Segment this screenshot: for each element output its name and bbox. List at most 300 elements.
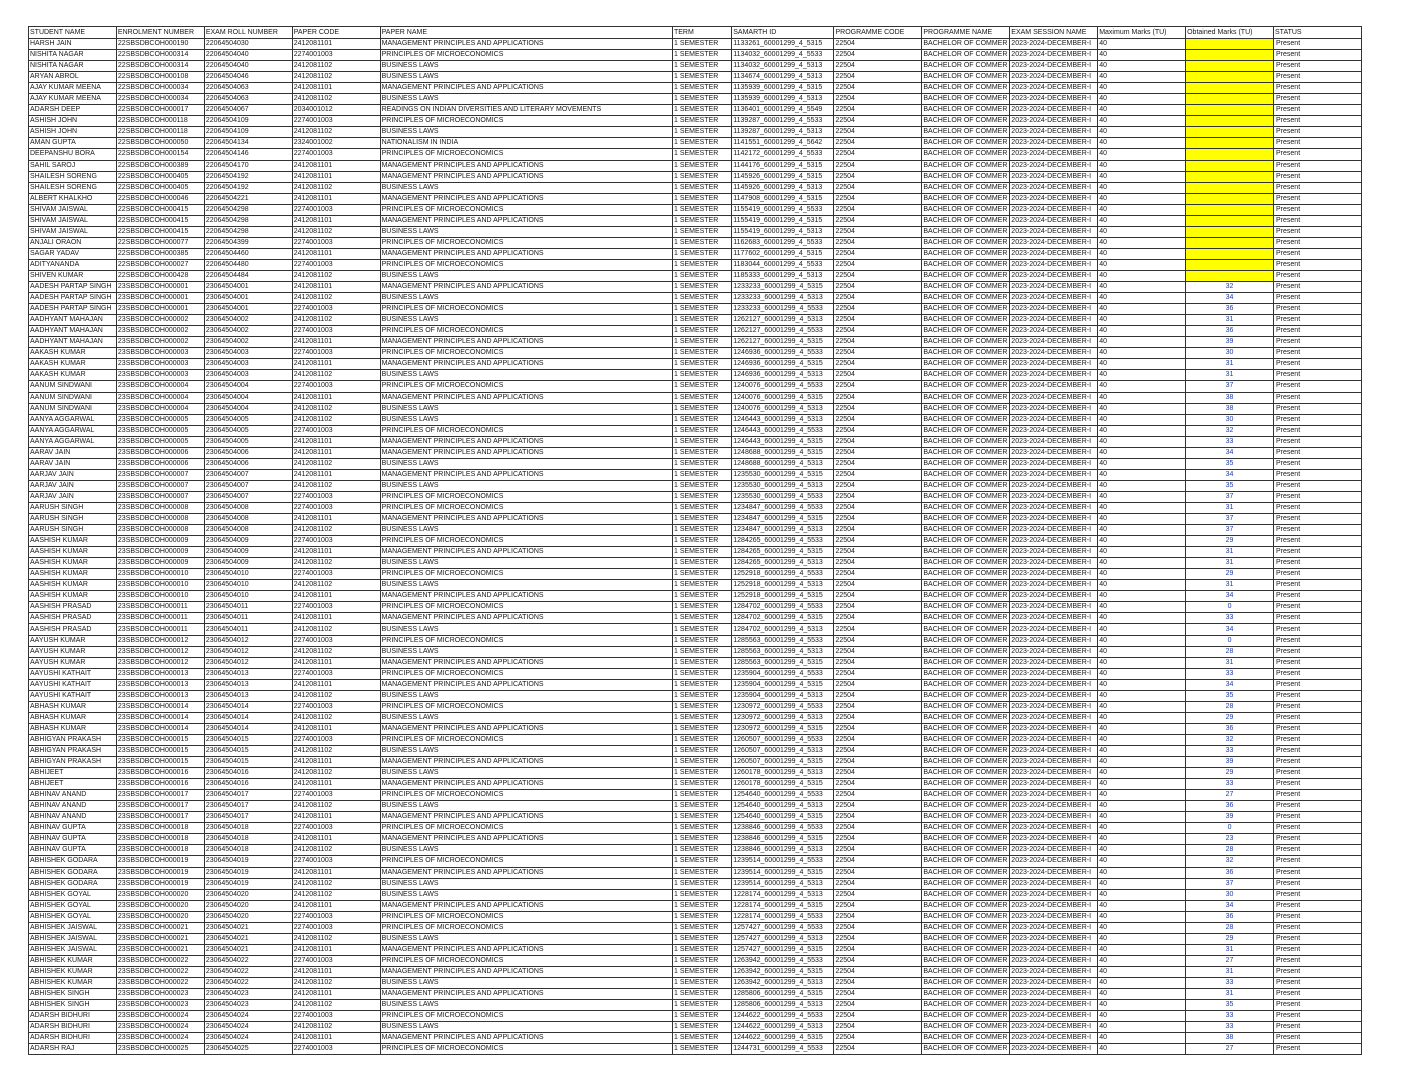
cell-exam-session: 2023-2024-DECEMBER-I (1010, 259, 1098, 270)
cell-paper-code: 2412081101 (292, 867, 380, 878)
cell-term: 1 SEMESTER (672, 768, 731, 779)
cell-status: Present (1274, 116, 1362, 127)
cell-programme-code: 22504 (834, 127, 922, 138)
cell-paper-name: PRINCIPLES OF MICROECONOMICS (380, 502, 672, 513)
cell-student-name: ABHISHEK GODARA (29, 878, 117, 889)
table-row (29, 746, 1362, 757)
table-row (29, 94, 1362, 105)
cell-obtained-marks: 32 (1186, 856, 1274, 867)
cell-maximum-marks: 40 (1098, 834, 1186, 845)
cell-paper-code: 2412081101 (292, 944, 380, 955)
cell-paper-name: BUSINESS LAWS (380, 94, 672, 105)
cell-paper-name: PRINCIPLES OF MICROECONOMICS (380, 326, 672, 337)
cell-maximum-marks: 40 (1098, 491, 1186, 502)
cell-paper-code: 2412081102 (292, 370, 380, 381)
header-maximum-marks: Maximum Marks (TU) (1098, 27, 1186, 39)
cell-exam-session: 2023-2024-DECEMBER-I (1010, 436, 1098, 447)
cell-status: Present (1274, 944, 1362, 955)
cell-programme-name: BACHELOR OF COMMER (922, 1011, 1010, 1022)
cell-paper-name: PRINCIPLES OF MICROECONOMICS (380, 304, 672, 315)
cell-term: 1 SEMESTER (672, 337, 731, 348)
cell-programme-code: 22504 (834, 226, 922, 237)
cell-term: 1 SEMESTER (672, 646, 731, 657)
cell-exam-roll-number: 23064504010 (204, 580, 292, 591)
cell-term: 1 SEMESTER (672, 1011, 731, 1022)
cell-samarth-id: 1260507_60001299_4_5315 (732, 757, 834, 768)
cell-maximum-marks: 40 (1098, 525, 1186, 536)
cell-paper-code: 2412081101 (292, 469, 380, 480)
cell-exam-roll-number: 23064504014 (204, 723, 292, 734)
cell-samarth-id: 1260507_60001299_4_5533 (732, 734, 834, 745)
cell-programme-code: 22504 (834, 392, 922, 403)
cell-maximum-marks: 40 (1098, 270, 1186, 281)
cell-enrolment-number: 23SBSDBCOH000012 (116, 646, 204, 657)
cell-exam-roll-number: 23064504010 (204, 569, 292, 580)
cell-programme-name: BACHELOR OF COMMER (922, 757, 1010, 768)
cell-exam-session: 2023-2024-DECEMBER-I (1010, 39, 1098, 50)
cell-status: Present (1274, 1000, 1362, 1011)
table-body (29, 27, 1362, 1055)
cell-enrolment-number: 23SBSDBCOH000012 (116, 657, 204, 668)
cell-maximum-marks: 40 (1098, 657, 1186, 668)
cell-obtained-marks: 34 (1186, 447, 1274, 458)
cell-term: 1 SEMESTER (672, 83, 731, 94)
cell-status: Present (1274, 679, 1362, 690)
cell-samarth-id: 1139287_60001299_4_5533 (732, 116, 834, 127)
table-row (29, 514, 1362, 525)
cell-paper-name: BUSINESS LAWS (380, 480, 672, 491)
cell-programme-code: 22504 (834, 259, 922, 270)
cell-status: Present (1274, 668, 1362, 679)
cell-paper-name: NATIONALISM IN INDIA (380, 138, 672, 149)
table-row (29, 215, 1362, 226)
table-row (29, 911, 1362, 922)
cell-status: Present (1274, 933, 1362, 944)
cell-paper-code: 2412081101 (292, 215, 380, 226)
cell-exam-roll-number: 23064504021 (204, 944, 292, 955)
cell-status: Present (1274, 823, 1362, 834)
cell-enrolment-number: 23SBSDBCOH000009 (116, 558, 204, 569)
cell-programme-code: 22504 (834, 248, 922, 259)
cell-paper-name: BUSINESS LAWS (380, 127, 672, 138)
cell-paper-code: 2274001003 (292, 50, 380, 61)
cell-maximum-marks: 40 (1098, 436, 1186, 447)
cell-term: 1 SEMESTER (672, 746, 731, 757)
cell-enrolment-number: 23SBSDBCOH000022 (116, 955, 204, 966)
cell-enrolment-number: 22SBSDBCOH000050 (116, 138, 204, 149)
cell-obtained-marks (1186, 138, 1274, 149)
cell-obtained-marks: 33 (1186, 977, 1274, 988)
cell-samarth-id: 1263942_60001299_4_5533 (732, 955, 834, 966)
cell-exam-roll-number: 22064504298 (204, 215, 292, 226)
cell-samarth-id: 1234847_60001299_4_5533 (732, 502, 834, 513)
table-row (29, 469, 1362, 480)
cell-samarth-id: 1285563_60001299_4_5315 (732, 657, 834, 668)
cell-term: 1 SEMESTER (672, 536, 731, 547)
cell-obtained-marks: 27 (1186, 790, 1274, 801)
cell-enrolment-number: 23SBSDBCOH000005 (116, 425, 204, 436)
cell-maximum-marks: 40 (1098, 944, 1186, 955)
cell-enrolment-number: 23SBSDBCOH000024 (116, 1011, 204, 1022)
cell-samarth-id: 1230972_60001299_4_5315 (732, 723, 834, 734)
cell-enrolment-number: 23SBSDBCOH000014 (116, 712, 204, 723)
cell-exam-roll-number: 22064504192 (204, 182, 292, 193)
cell-samarth-id: 1185333_60001299_4_5313 (732, 270, 834, 281)
cell-exam-roll-number: 23064504025 (204, 1044, 292, 1055)
cell-samarth-id: 1155419_60001299_4_5313 (732, 226, 834, 237)
cell-maximum-marks: 40 (1098, 602, 1186, 613)
cell-paper-name: MANAGEMENT PRINCIPLES AND APPLICATIONS (380, 900, 672, 911)
cell-status: Present (1274, 790, 1362, 801)
cell-programme-code: 22504 (834, 966, 922, 977)
cell-programme-code: 22504 (834, 149, 922, 160)
cell-samarth-id: 1135939_60001299_4_5315 (732, 83, 834, 94)
cell-maximum-marks: 40 (1098, 679, 1186, 690)
cell-maximum-marks: 40 (1098, 922, 1186, 933)
cell-enrolment-number: 23SBSDBCOH000008 (116, 502, 204, 513)
cell-programme-code: 22504 (834, 757, 922, 768)
cell-paper-name: MANAGEMENT PRINCIPLES AND APPLICATIONS (380, 171, 672, 182)
cell-term: 1 SEMESTER (672, 237, 731, 248)
cell-maximum-marks: 40 (1098, 1011, 1186, 1022)
cell-exam-session: 2023-2024-DECEMBER-I (1010, 1044, 1098, 1055)
cell-obtained-marks: 31 (1186, 359, 1274, 370)
cell-programme-code: 22504 (834, 425, 922, 436)
cell-programme-code: 22504 (834, 922, 922, 933)
cell-student-name: ABHASH KUMAR (29, 712, 117, 723)
cell-status: Present (1274, 425, 1362, 436)
cell-maximum-marks: 40 (1098, 469, 1186, 480)
cell-programme-code: 22504 (834, 304, 922, 315)
cell-student-name: ABHASH KUMAR (29, 723, 117, 734)
cell-student-name: ABHISHEK GODARA (29, 856, 117, 867)
cell-maximum-marks: 40 (1098, 712, 1186, 723)
cell-maximum-marks: 40 (1098, 845, 1186, 856)
cell-enrolment-number: 23SBSDBCOH000005 (116, 414, 204, 425)
marks-table (28, 26, 1362, 1055)
cell-programme-name: BACHELOR OF COMMER (922, 105, 1010, 116)
cell-student-name: AARAV JAIN (29, 447, 117, 458)
cell-paper-code: 2412081102 (292, 315, 380, 326)
cell-programme-name: BACHELOR OF COMMER (922, 878, 1010, 889)
cell-student-name: AASHISH KUMAR (29, 591, 117, 602)
cell-samarth-id: 1285563_60001299_4_5533 (732, 635, 834, 646)
cell-programme-name: BACHELOR OF COMMER (922, 1022, 1010, 1033)
cell-maximum-marks: 40 (1098, 1044, 1186, 1055)
table-row (29, 856, 1362, 867)
cell-enrolment-number: 23SBSDBCOH000021 (116, 944, 204, 955)
cell-samarth-id: 1263942_60001299_4_5313 (732, 977, 834, 988)
cell-enrolment-number: 22SBSDBCOH000385 (116, 248, 204, 259)
header-enrolment-number: ENROLMENT NUMBER (116, 27, 204, 39)
cell-paper-code: 2274001003 (292, 1044, 380, 1055)
cell-status: Present (1274, 746, 1362, 757)
cell-maximum-marks: 40 (1098, 911, 1186, 922)
cell-samarth-id: 1155419_60001299_4_5533 (732, 204, 834, 215)
cell-exam-roll-number: 23064504022 (204, 966, 292, 977)
cell-exam-roll-number: 23064504014 (204, 712, 292, 723)
cell-samarth-id: 1285563_60001299_4_5313 (732, 646, 834, 657)
cell-enrolment-number: 22SBSDBCOH000314 (116, 50, 204, 61)
cell-exam-session: 2023-2024-DECEMBER-I (1010, 801, 1098, 812)
cell-samarth-id: 1284702_60001299_4_5533 (732, 602, 834, 613)
cell-exam-roll-number: 23064504005 (204, 425, 292, 436)
cell-term: 1 SEMESTER (672, 414, 731, 425)
cell-paper-name: MANAGEMENT PRINCIPLES AND APPLICATIONS (380, 83, 672, 94)
cell-exam-roll-number: 22064504109 (204, 127, 292, 138)
cell-exam-roll-number: 22064504146 (204, 149, 292, 160)
cell-programme-code: 22504 (834, 712, 922, 723)
cell-obtained-marks: 35 (1186, 1000, 1274, 1011)
cell-paper-name: PRINCIPLES OF MICROECONOMICS (380, 602, 672, 613)
cell-maximum-marks: 40 (1098, 204, 1186, 215)
cell-samarth-id: 1230972_60001299_4_5533 (732, 701, 834, 712)
cell-maximum-marks: 40 (1098, 790, 1186, 801)
cell-samarth-id: 1235904_60001299_4_5313 (732, 690, 834, 701)
cell-programme-name: BACHELOR OF COMMER (922, 955, 1010, 966)
cell-samarth-id: 1257427_60001299_4_5533 (732, 922, 834, 933)
cell-exam-roll-number: 23064504010 (204, 591, 292, 602)
cell-exam-session: 2023-2024-DECEMBER-I (1010, 359, 1098, 370)
cell-obtained-marks (1186, 171, 1274, 182)
cell-programme-code: 22504 (834, 50, 922, 61)
cell-maximum-marks: 40 (1098, 989, 1186, 1000)
cell-samarth-id: 1240076_60001299_4_5313 (732, 403, 834, 414)
cell-exam-session: 2023-2024-DECEMBER-I (1010, 746, 1098, 757)
cell-enrolment-number: 23SBSDBCOH000001 (116, 282, 204, 293)
cell-exam-session: 2023-2024-DECEMBER-I (1010, 635, 1098, 646)
cell-term: 1 SEMESTER (672, 812, 731, 823)
cell-term: 1 SEMESTER (672, 977, 731, 988)
cell-term: 1 SEMESTER (672, 94, 731, 105)
cell-obtained-marks (1186, 39, 1274, 50)
cell-maximum-marks: 40 (1098, 900, 1186, 911)
cell-student-name: SAGAR YADAV (29, 248, 117, 259)
cell-paper-code: 2412081101 (292, 436, 380, 447)
cell-paper-code: 2412081102 (292, 182, 380, 193)
cell-maximum-marks: 40 (1098, 867, 1186, 878)
cell-status: Present (1274, 867, 1362, 878)
cell-paper-code: 2274001003 (292, 734, 380, 745)
cell-enrolment-number: 23SBSDBCOH000002 (116, 315, 204, 326)
cell-enrolment-number: 23SBSDBCOH000003 (116, 370, 204, 381)
cell-obtained-marks (1186, 182, 1274, 193)
cell-paper-code: 2412081101 (292, 39, 380, 50)
cell-exam-session: 2023-2024-DECEMBER-I (1010, 1000, 1098, 1011)
cell-status: Present (1274, 977, 1362, 988)
cell-exam-session: 2023-2024-DECEMBER-I (1010, 989, 1098, 1000)
table-row (29, 304, 1362, 315)
cell-enrolment-number: 23SBSDBCOH000014 (116, 701, 204, 712)
cell-term: 1 SEMESTER (672, 757, 731, 768)
cell-paper-code: 2412081102 (292, 414, 380, 425)
cell-programme-code: 22504 (834, 491, 922, 502)
table-row (29, 502, 1362, 513)
cell-programme-name: BACHELOR OF COMMER (922, 248, 1010, 259)
cell-paper-code: 2412081102 (292, 458, 380, 469)
cell-student-name: AAKASH KUMAR (29, 348, 117, 359)
cell-samarth-id: 1234847_60001299_4_5313 (732, 525, 834, 536)
cell-enrolment-number: 23SBSDBCOH000010 (116, 569, 204, 580)
cell-samarth-id: 1263942_60001299_4_5315 (732, 966, 834, 977)
cell-student-name: ADARSH BIDHURI (29, 1033, 117, 1044)
cell-paper-code: 2274001003 (292, 955, 380, 966)
cell-exam-session: 2023-2024-DECEMBER-I (1010, 72, 1098, 83)
cell-maximum-marks: 40 (1098, 403, 1186, 414)
cell-term: 1 SEMESTER (672, 315, 731, 326)
cell-paper-name: PRINCIPLES OF MICROECONOMICS (380, 1011, 672, 1022)
cell-paper-name: BUSINESS LAWS (380, 746, 672, 757)
cell-paper-code: 2274001003 (292, 856, 380, 867)
cell-exam-session: 2023-2024-DECEMBER-I (1010, 348, 1098, 359)
cell-paper-name: BUSINESS LAWS (380, 580, 672, 591)
cell-student-name: AARJAV JAIN (29, 469, 117, 480)
cell-programme-name: BACHELOR OF COMMER (922, 359, 1010, 370)
cell-samarth-id: 1228174_60001299_4_5315 (732, 900, 834, 911)
cell-exam-session: 2023-2024-DECEMBER-I (1010, 911, 1098, 922)
cell-exam-session: 2023-2024-DECEMBER-I (1010, 248, 1098, 259)
cell-maximum-marks: 40 (1098, 381, 1186, 392)
cell-paper-code: 2274001003 (292, 823, 380, 834)
cell-samarth-id: 1234847_60001299_4_5315 (732, 514, 834, 525)
cell-maximum-marks: 40 (1098, 127, 1186, 138)
cell-status: Present (1274, 525, 1362, 536)
cell-term: 1 SEMESTER (672, 127, 731, 138)
header-student-name: STUDENT NAME (29, 27, 117, 39)
cell-maximum-marks: 40 (1098, 160, 1186, 171)
cell-programme-name: BACHELOR OF COMMER (922, 911, 1010, 922)
cell-programme-name: BACHELOR OF COMMER (922, 723, 1010, 734)
cell-programme-name: BACHELOR OF COMMER (922, 83, 1010, 94)
cell-programme-name: BACHELOR OF COMMER (922, 734, 1010, 745)
header-term: TERM (672, 27, 731, 39)
cell-exam-session: 2023-2024-DECEMBER-I (1010, 315, 1098, 326)
cell-status: Present (1274, 39, 1362, 50)
cell-exam-roll-number: 23064504005 (204, 436, 292, 447)
cell-programme-code: 22504 (834, 116, 922, 127)
cell-term: 1 SEMESTER (672, 790, 731, 801)
cell-exam-session: 2023-2024-DECEMBER-I (1010, 381, 1098, 392)
cell-status: Present (1274, 690, 1362, 701)
cell-paper-code: 2412081102 (292, 580, 380, 591)
cell-exam-roll-number: 23064504011 (204, 602, 292, 613)
cell-exam-roll-number: 23064504015 (204, 757, 292, 768)
cell-maximum-marks: 40 (1098, 823, 1186, 834)
cell-paper-name: MANAGEMENT PRINCIPLES AND APPLICATIONS (380, 215, 672, 226)
cell-exam-session: 2023-2024-DECEMBER-I (1010, 480, 1098, 491)
cell-paper-code: 2412081101 (292, 679, 380, 690)
cell-samarth-id: 1246936_60001299_4_5533 (732, 348, 834, 359)
cell-term: 1 SEMESTER (672, 50, 731, 61)
cell-exam-roll-number: 23064504003 (204, 370, 292, 381)
cell-samarth-id: 1252918_60001299_4_5533 (732, 569, 834, 580)
cell-obtained-marks (1186, 105, 1274, 116)
cell-programme-name: BACHELOR OF COMMER (922, 712, 1010, 723)
cell-maximum-marks: 40 (1098, 215, 1186, 226)
cell-status: Present (1274, 801, 1362, 812)
cell-samarth-id: 1238846_60001299_4_5315 (732, 834, 834, 845)
cell-student-name: AASHISH PRASAD (29, 613, 117, 624)
cell-programme-code: 22504 (834, 480, 922, 491)
cell-programme-code: 22504 (834, 723, 922, 734)
cell-exam-session: 2023-2024-DECEMBER-I (1010, 878, 1098, 889)
cell-exam-roll-number: 22064504170 (204, 160, 292, 171)
cell-paper-name: MANAGEMENT PRINCIPLES AND APPLICATIONS (380, 436, 672, 447)
cell-exam-session: 2023-2024-DECEMBER-I (1010, 326, 1098, 337)
cell-status: Present (1274, 138, 1362, 149)
cell-obtained-marks: 33 (1186, 436, 1274, 447)
cell-samarth-id: 1254640_60001299_4_5313 (732, 801, 834, 812)
cell-maximum-marks: 40 (1098, 83, 1186, 94)
cell-programme-name: BACHELOR OF COMMER (922, 602, 1010, 613)
cell-programme-name: BACHELOR OF COMMER (922, 635, 1010, 646)
cell-student-name: AASHISH KUMAR (29, 536, 117, 547)
cell-paper-code: 2412081101 (292, 757, 380, 768)
cell-term: 1 SEMESTER (672, 514, 731, 525)
cell-samarth-id: 1162683_60001299_4_5533 (732, 237, 834, 248)
cell-samarth-id: 1141551_60001299_4_5642 (732, 138, 834, 149)
cell-enrolment-number: 23SBSDBCOH000004 (116, 381, 204, 392)
cell-exam-roll-number: 23064504016 (204, 768, 292, 779)
table-row (29, 458, 1362, 469)
cell-maximum-marks: 40 (1098, 1022, 1186, 1033)
cell-exam-session: 2023-2024-DECEMBER-I (1010, 955, 1098, 966)
cell-programme-code: 22504 (834, 591, 922, 602)
cell-maximum-marks: 40 (1098, 558, 1186, 569)
cell-exam-session: 2023-2024-DECEMBER-I (1010, 293, 1098, 304)
cell-status: Present (1274, 502, 1362, 513)
cell-paper-name: PRINCIPLES OF MICROECONOMICS (380, 734, 672, 745)
cell-enrolment-number: 22SBSDBCOH000118 (116, 116, 204, 127)
cell-exam-session: 2023-2024-DECEMBER-I (1010, 491, 1098, 502)
cell-programme-name: BACHELOR OF COMMER (922, 514, 1010, 525)
cell-paper-name: PRINCIPLES OF MICROECONOMICS (380, 1044, 672, 1055)
cell-exam-roll-number: 23064504001 (204, 304, 292, 315)
cell-student-name: AAYUSHI KATHAIT (29, 668, 117, 679)
cell-term: 1 SEMESTER (672, 270, 731, 281)
table-row (29, 624, 1362, 635)
cell-student-name: SHAILESH SORENG (29, 171, 117, 182)
cell-paper-name: READINGS ON INDIAN DIVERSITIES AND LITERARY MOVEMENTS (380, 105, 672, 116)
cell-programme-name: BACHELOR OF COMMER (922, 900, 1010, 911)
cell-paper-name: PRINCIPLES OF MICROECONOMICS (380, 237, 672, 248)
cell-status: Present (1274, 171, 1362, 182)
cell-obtained-marks: 30 (1186, 414, 1274, 425)
cell-status: Present (1274, 149, 1362, 160)
cell-exam-roll-number: 23064504018 (204, 845, 292, 856)
cell-paper-code: 2412081101 (292, 723, 380, 734)
header-samarth-id: SAMARTH ID (732, 27, 834, 39)
cell-student-name: ADITYANANDA (29, 259, 117, 270)
cell-status: Present (1274, 491, 1362, 502)
cell-term: 1 SEMESTER (672, 72, 731, 83)
cell-paper-code: 2034001012 (292, 105, 380, 116)
cell-samarth-id: 1235904_60001299_4_5533 (732, 668, 834, 679)
cell-paper-code: 2274001003 (292, 1011, 380, 1022)
cell-term: 1 SEMESTER (672, 944, 731, 955)
cell-paper-name: PRINCIPLES OF MICROECONOMICS (380, 922, 672, 933)
table-row (29, 867, 1362, 878)
cell-obtained-marks: 35 (1186, 690, 1274, 701)
cell-exam-session: 2023-2024-DECEMBER-I (1010, 944, 1098, 955)
cell-enrolment-number: 23SBSDBCOH000016 (116, 768, 204, 779)
cell-exam-session: 2023-2024-DECEMBER-I (1010, 723, 1098, 734)
cell-obtained-marks: 31 (1186, 989, 1274, 1000)
cell-enrolment-number: 23SBSDBCOH000005 (116, 436, 204, 447)
cell-maximum-marks: 40 (1098, 646, 1186, 657)
cell-status: Present (1274, 381, 1362, 392)
cell-status: Present (1274, 359, 1362, 370)
